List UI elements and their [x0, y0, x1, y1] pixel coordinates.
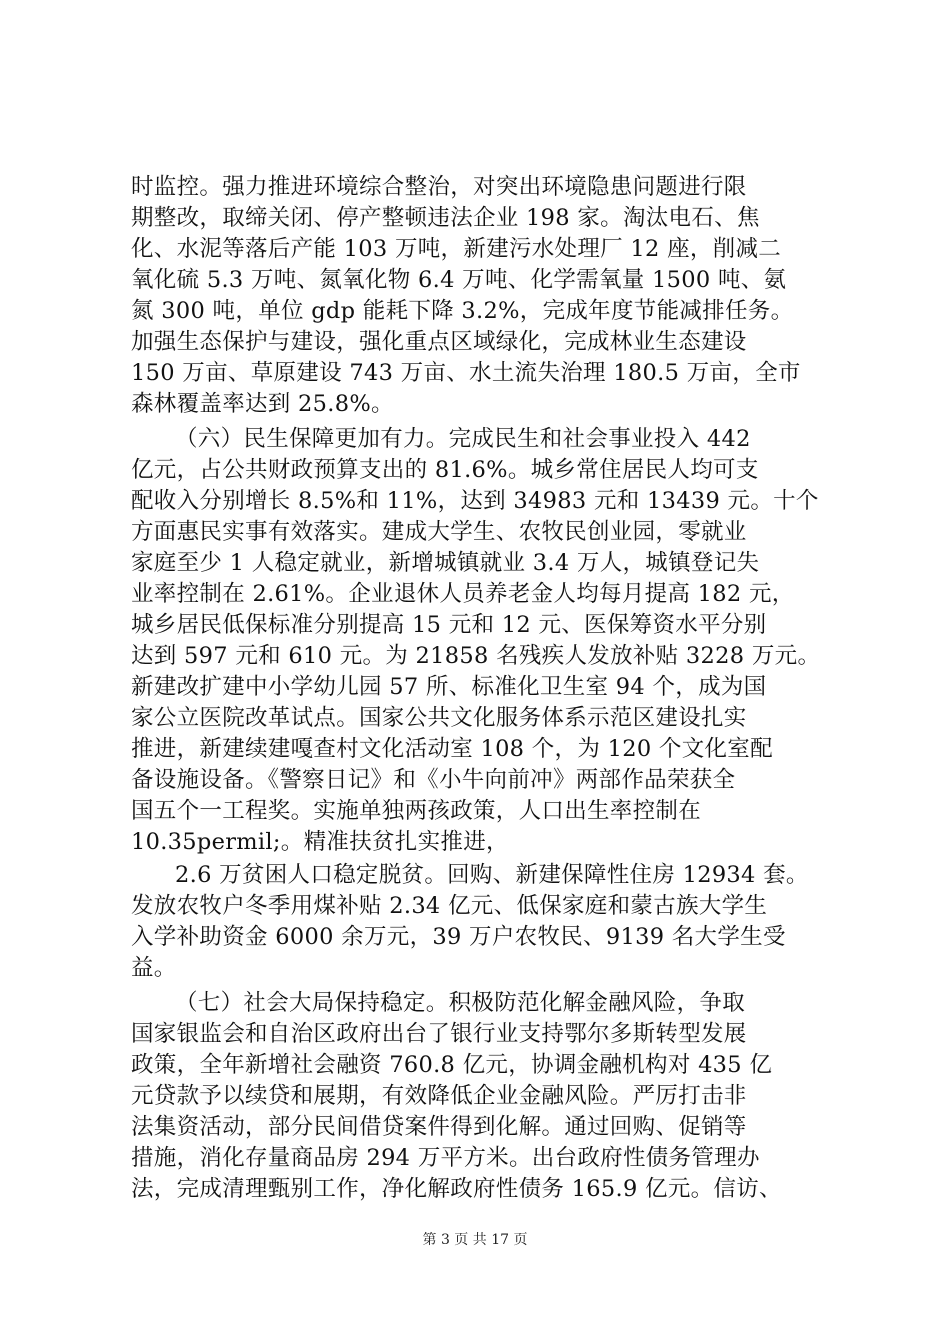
text-line: 2.6 万贫困人口稳定脱贫。回购、新建保障性住房 12934 套。: [175, 862, 809, 888]
text-line: 入学补助资金 6000 余万元，39 万户农牧民、9139 名大学生受: [131, 924, 786, 950]
text-line: （七）社会大局保持稳定。积极防范化解金融风险，争取: [175, 990, 746, 1016]
text-line: 国五个一工程奖。实施单独两孩政策，人口出生率控制在: [131, 798, 702, 824]
text-line: 城乡居民低保标准分别提高 15 元和 12 元、医保筹资水平分别: [131, 612, 767, 638]
text-line: （六）民生保障更加有力。完成民生和社会事业投入 442: [175, 426, 751, 452]
text-line: 新建改扩建中小学幼儿园 57 所、标准化卫生室 94 个，成为国: [131, 674, 767, 700]
text-line: 备设施设备。《警察日记》和《小牛向前冲》两部作品荣获全: [131, 767, 736, 793]
text-line: 家庭至少 1 人稳定就业，新增城镇就业 3.4 万人，城镇登记失: [131, 550, 760, 576]
text-line: 配收入分别增长 8.5%和 11%，达到 34983 元和 13439 元。十个: [131, 488, 819, 514]
text-line: 化、水泥等落后产能 103 万吨，新建污水处理厂 12 座，削减二: [131, 236, 782, 262]
text-line: 氮 300 吨，单位 gdp 能耗下降 3.2%，完成年度节能减排任务。: [131, 298, 794, 324]
text-line: 方面惠民实事有效落实。建成大学生、农牧民创业园，零就业: [131, 519, 747, 545]
text-line: 国家银监会和自治区政府出台了银行业支持鄂尔多斯转型发展: [131, 1021, 747, 1047]
text-line: 元贷款予以续贷和展期，有效降低企业金融风险。严厉打击非: [131, 1083, 747, 1109]
text-line: 达到 597 元和 610 元。为 21858 名残疾人发放补贴 3228 万元。: [131, 643, 821, 669]
text-line: 措施，消化存量商品房 294 万平方米。出台政府性债务管理办: [131, 1145, 760, 1171]
text-line: 亿元，占公共财政预算支出的 81.6%。城乡常住居民人均可支: [131, 457, 759, 483]
text-line: 森林覆盖率达到 25.8%。: [131, 391, 394, 417]
text-line: 时监控。强力推进环境综合整治，对突出环境隐患问题进行限: [131, 174, 747, 200]
text-line: 政策，全年新增社会融资 760.8 亿元，协调金融机构对 435 亿: [131, 1052, 773, 1078]
text-line: 氧化硫 5.3 万吨、氮氧化物 6.4 万吨、化学需氧量 1500 吨、氨: [131, 267, 787, 293]
text-line: 发放农牧户冬季用煤补贴 2.34 亿元、低保家庭和蒙古族大学生: [131, 893, 768, 919]
text-line: 期整改，取缔关闭、停产整顿违法企业 198 家。淘汰电石、焦: [131, 205, 760, 231]
text-line: 业率控制在 2.61%。企业退休人员养老金人均每月提高 182 元，: [131, 581, 795, 607]
text-line: 家公立医院改革试点。国家公共文化服务体系示范区建设扎实: [131, 705, 747, 731]
text-line: 150 万亩、草原建设 743 万亩、水土流失治理 180.5 万亩，全市: [131, 360, 801, 386]
text-line: 推进，新建续建嘎查村文化活动室 108 个，为 120 个文化室配: [131, 736, 773, 762]
text-line: 益。: [131, 955, 177, 981]
text-line: 法，完成清理甄别工作，净化解政府性债务 165.9 亿元。信访、: [131, 1176, 782, 1202]
text-line: 10.35permil;。精准扶贫扎实推进，: [131, 829, 509, 855]
text-line: 法集资活动，部分民间借贷案件得到化解。通过回购、促销等: [131, 1114, 747, 1140]
text-line: 加强生态保护与建设，强化重点区域绿化，完成林业生态建设: [131, 329, 747, 355]
page-footer: 第 3 页 共 17 页: [422, 1232, 528, 1248]
